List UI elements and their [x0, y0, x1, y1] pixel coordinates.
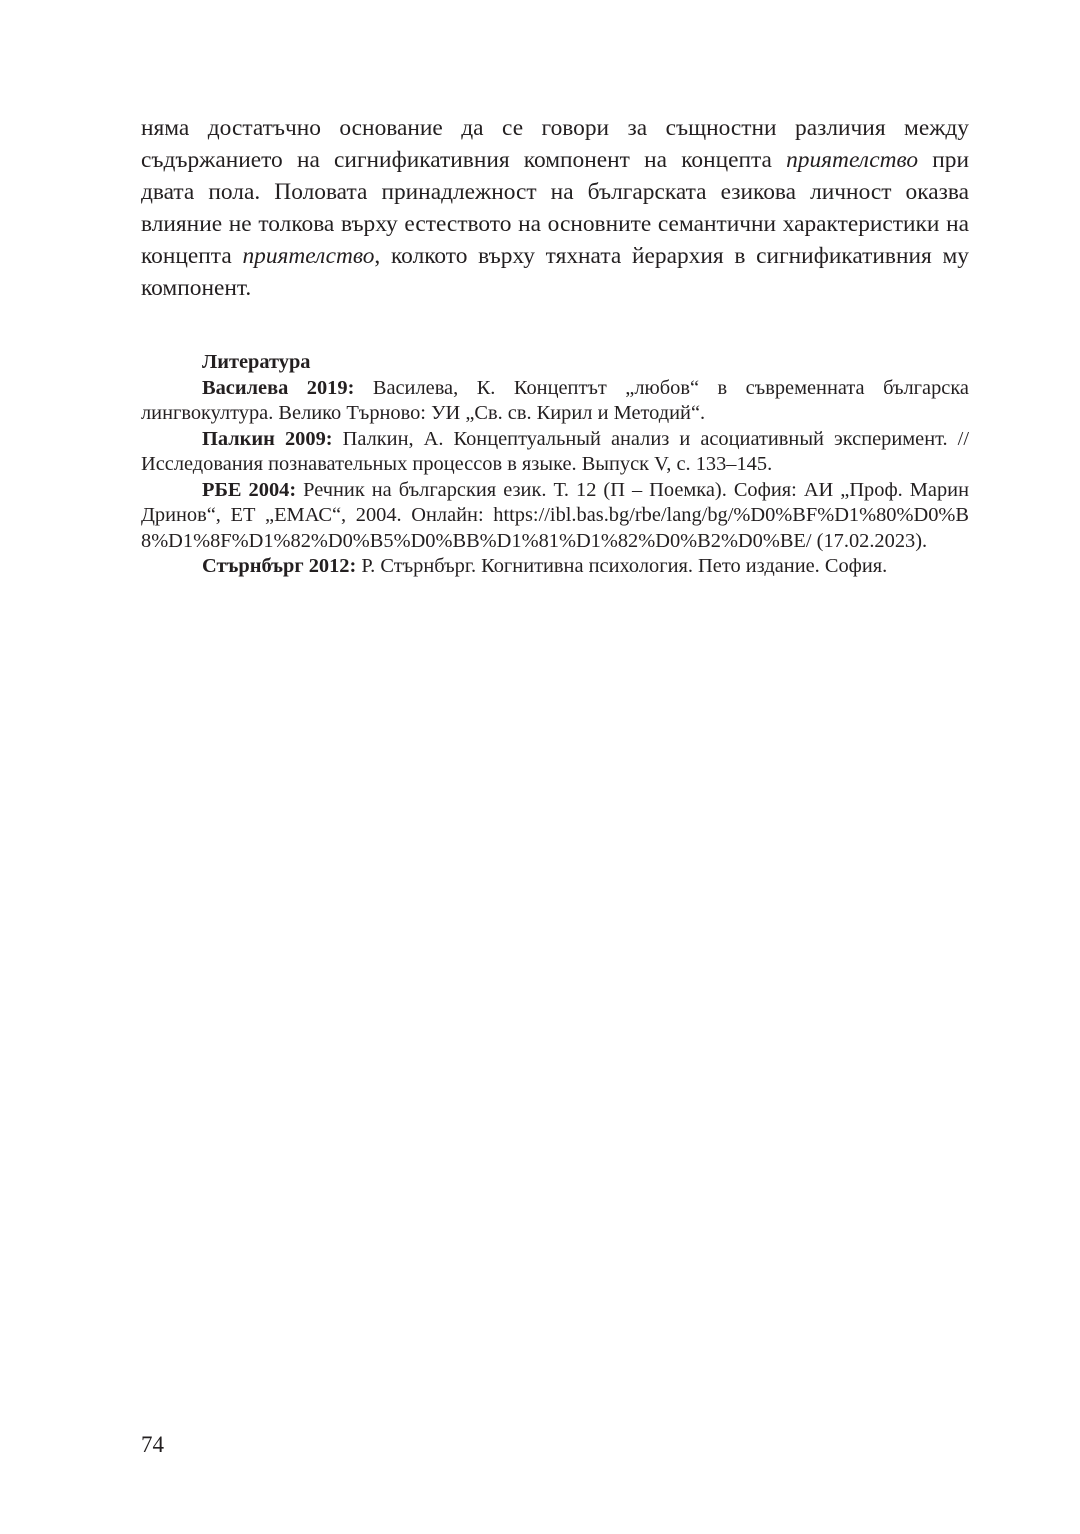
- reference-item: [141, 376, 969, 427]
- reference-text: Речник на българския език. Т. 12 (П – Поемка). София: АИ „Проф. Марин Дринов“, ЕТ „ЕМАС“, 2004. Онлайн:: [141, 478, 969, 526]
- reference-key: Василева 2019:: [202, 376, 355, 399]
- paragraph-text-1: няма достатъчно основание да се говори за същностни различия между съдържанието на сигнификативния компонент на концепта: [141, 115, 969, 173]
- italic-term-1: приятелство: [786, 147, 919, 173]
- references-section: [141, 350, 969, 580]
- reference-access-date: (17.02.2023).: [811, 529, 928, 552]
- reference-item: [141, 427, 969, 478]
- paragraph-text-3: , колкото върху тяхната йерархия в сигнификативния му компонент.: [141, 243, 969, 301]
- reference-key: Палкин 2009:: [202, 427, 333, 450]
- body-paragraph: [141, 112, 969, 304]
- reference-text: Василева, К. Концептът „любов“ в съвременната българска лингвокултура. Велико Търново: УИ „Св. св. Кирил и Методий“.: [141, 376, 969, 424]
- italic-term-2: приятелство: [242, 243, 375, 269]
- reference-item: [141, 478, 969, 555]
- reference-text: Палкин, А. Концептуальный анализ и асоциативный эксперимент. // Исследования познавательных процессов в языке. Выпуск V, с. 133–145.: [141, 427, 970, 475]
- references-title: Литература: [202, 351, 311, 373]
- paragraph-text-2: при двата пола. Половата принадлежност на българската езикова личност оказва влияние не толкова върху естеството на основните семантични характеристики на концепта: [141, 147, 969, 269]
- reference-url-link[interactable]: https://ibl.bas.bg/rbe/lang/bg/%D0%BF%D1%80%D0%B8%D1%8F%D1%82%D0%B5%D0%BB%D1%81%D1%82%D0%B2%D0%BE/: [141, 504, 969, 552]
- reference-key: РБЕ 2004:: [202, 478, 297, 501]
- page-number: 74: [141, 1432, 164, 1457]
- page-content: [141, 112, 970, 577]
- reference-item: [141, 554, 969, 580]
- reference-text: Р. Стърнбърг. Когнитивна психология. Пето издание. София.: [356, 555, 888, 577]
- reference-key: Стърнбърг 2012:: [202, 555, 357, 577]
